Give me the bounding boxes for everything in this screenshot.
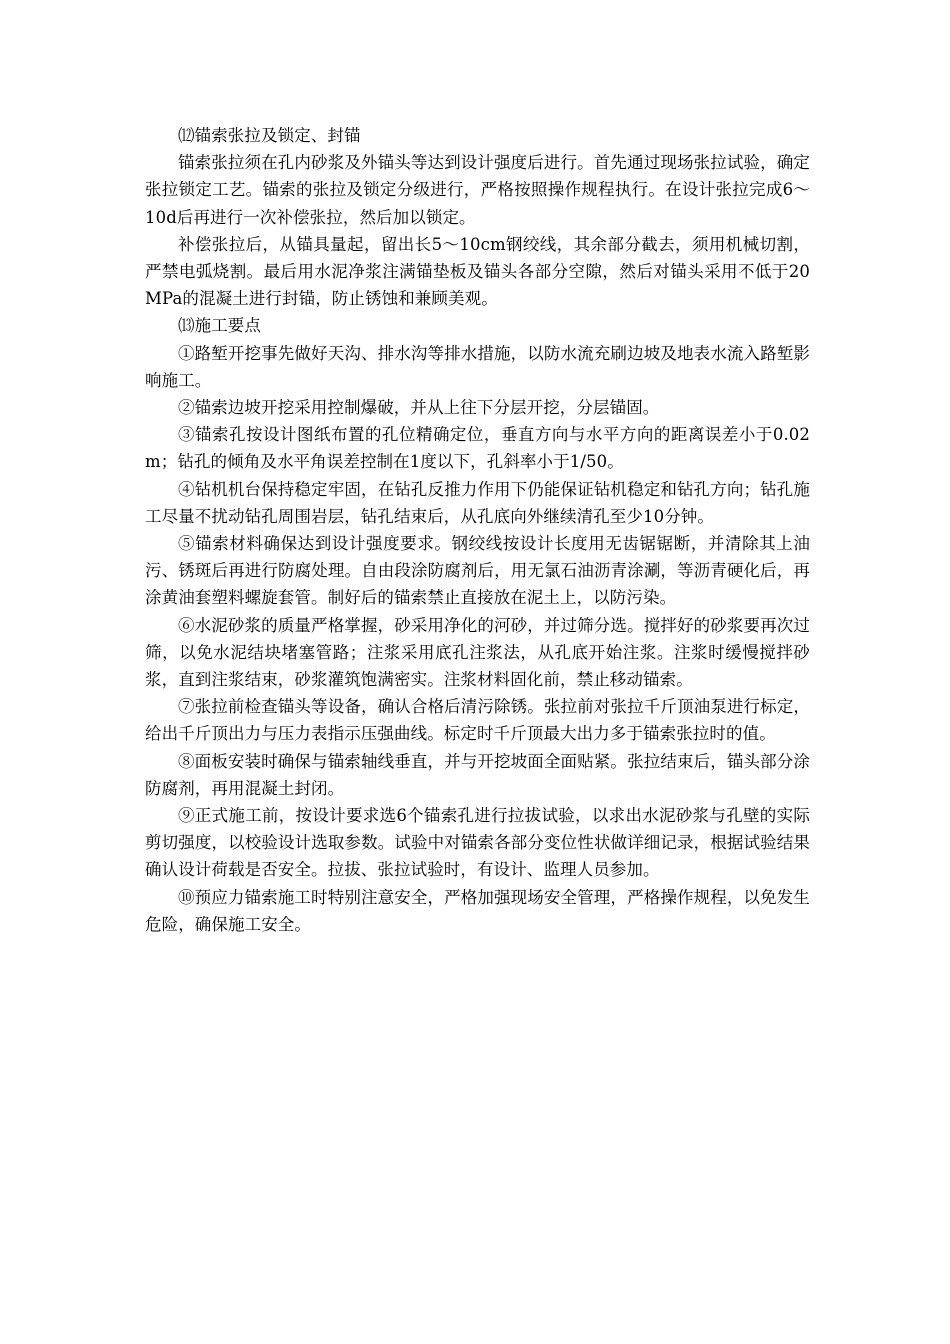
list-item-point-7: ⑦张拉前检查锚头等设备，确认合格后清污除锈。张拉前对张拉千斤顶油泵进行标定，给出千斤顶出力与压力表指示压强曲线。标定时千斤顶最大出力多于锚索张拉时的值。: [145, 697, 810, 744]
list-item-point-2: ②锚索边坡开挖采用控制爆破，并从上往下分层开挖，分层锚固。: [178, 398, 660, 418]
list-item-point-1: ①路堑开挖事先做好天沟、排水沟等排水措施，以防水流充刷边坡及地表水流入路堑影响施工。: [145, 343, 810, 390]
section-heading-anchor-tensioning: ⑿锚索张拉及锁定、封锚: [178, 126, 361, 145]
list-item-point-3: ③锚索孔按设计图纸布置的孔位精确定位，垂直方向与水平方向的距离误差小于0.02m；钻孔的倾角及水平角误差控制在1度以下，孔斜率小于1/50。: [145, 425, 810, 472]
list-item-point-4: ④钻机机台保持稳定牢固，在钻孔反推力作用下仍能保证钻机稳定和钻孔方向；钻孔施工尽量不扰动钻孔周围岩层，钻孔结束后，从孔底向外继续清孔至少10分钟。: [145, 479, 810, 526]
section-heading-construction-points: ⒀施工要点: [178, 316, 261, 336]
list-item-point-9: ⑨正式施工前，按设计要求选6个锚索孔进行拉拔试验，以求出水泥砂浆与孔壁的实际剪切强度，以校验设计选取参数。试验中对锚索各部分变位性状做详细记录，根据试验结果确认设计荷载是否安全。拉拔、张拉试验时，有设计、监理人员参加。: [145, 806, 810, 880]
list-item-point-6: ⑥水泥砂浆的质量严格掌握，砂采用净化的河砂，并过筛分选。搅拌好的砂浆要再次过筛，以免水泥结块堵塞管路；注浆采用底孔注浆法，从孔底开始注浆。注浆时缓慢搅拌砂浆，直到注浆结束，砂浆灌筑饱满密实。注浆材料固化前，禁止移动锚索。: [145, 615, 810, 690]
list-item-point-5: ⑤锚索材料确保达到设计强度要求。钢绞线按设计长度用无齿锯锯断，并清除其上油污、锈斑后再进行防腐处理。自由段涂防腐剂后，用无氯石油沥青涂涮，等沥青硬化后，再涂黄油套塑料螺旋套管。制好后的锚索禁止直接放在泥土上，以防污染。: [145, 534, 810, 608]
paragraph-tensioning-requirements: 锚索张拉须在孔内砂浆及外锚头等达到设计强度后进行。首先通过现场张拉试验，确定张拉锁定工艺。锚索的张拉及锁定分级进行，严格按照操作规程执行。在设计张拉完成6～10d后再进行一次补偿张拉，然后加以锁定。: [145, 153, 810, 227]
paragraph-compensation-tensioning: 补偿张拉后，从锚具量起，留出长5～10cm钢绞线，其余部分截去，须用机械切割，严禁电弧烧割。最后用水泥净浆注满锚垫板及锚头各部分空隙，然后对锚头采用不低于20MPa的混凝土进行封锚，防止锈蚀和兼顾美观。: [145, 234, 810, 309]
document-body: [145, 122, 810, 938]
list-item-point-8: ⑧面板安装时确保与锚索轴线垂直，并与开挖坡面全面贴紧。张拉结束后，锚头部分涂防腐剂，再用混凝土封闭。: [145, 751, 810, 798]
list-item-point-10: ⑩预应力锚索施工时特别注意安全，严格加强现场安全管理，严格操作规程，以免发生危险，确保施工安全。: [145, 887, 810, 934]
